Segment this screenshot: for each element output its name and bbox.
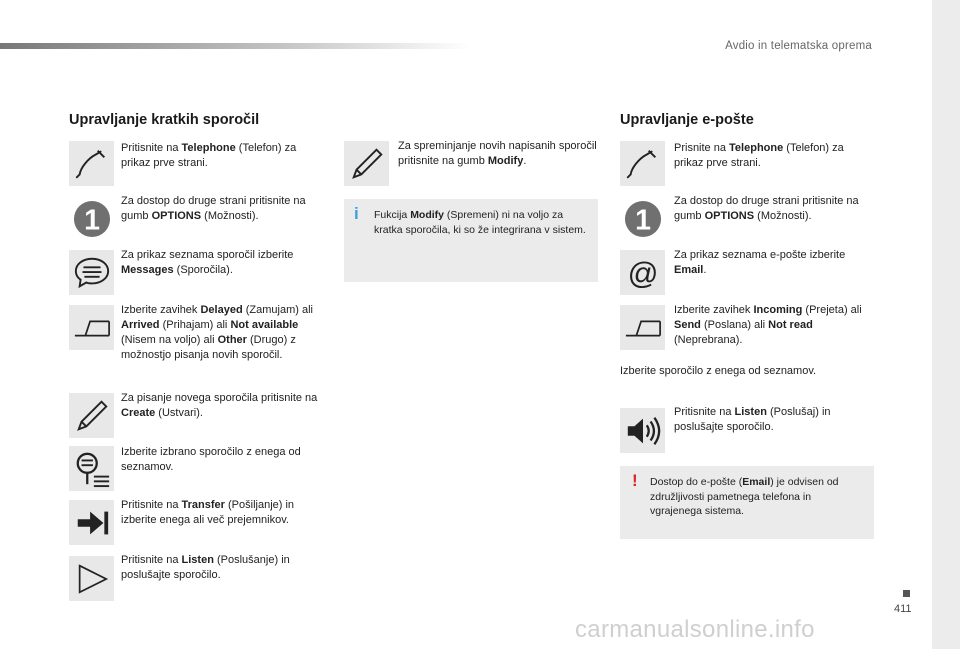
- info-note-text: Fukcija Modify (Spremeni) ni na voljo za kratka sporočila, ki so že integrirana v sistem.: [374, 209, 586, 236]
- at-sign-icon: [620, 250, 665, 295]
- watermark: carmanualsonline.info: [575, 616, 815, 643]
- email-select-text: Izberite sporočilo z enega od seznamov.: [620, 365, 817, 377]
- modify-step-text: Za spreminjanje novih napisanih sporočil pritisnite na gumb Modify.: [398, 140, 597, 167]
- pencil-icon: [69, 393, 114, 438]
- sms-step-3-text: Za prikaz seznama sporočil izberite Messages (Sporočila).: [121, 249, 294, 276]
- messages-icon: [69, 250, 114, 295]
- tab-icon: [620, 305, 665, 350]
- telephone-icon: [620, 141, 665, 186]
- tab-icon: [69, 305, 114, 350]
- sms-section-title: Upravljanje kratkih sporočil: [69, 112, 260, 128]
- play-icon: [69, 556, 114, 601]
- sms-step-7-text: Pritisnite na Transfer (Pošiljanje) in izberite enega ali več prejemnikov.: [121, 499, 295, 526]
- email-section-title: Upravljanje e-pošte: [620, 112, 754, 128]
- warning-note: [620, 466, 874, 539]
- sms-step-1-text: Pritisnite na Telephone (Telefon) za prikaz prve strani.: [121, 142, 297, 169]
- page-edge-strip: [932, 0, 960, 649]
- warning-icon: !: [632, 471, 638, 490]
- sms-step-5-text: Za pisanje novega sporočila pritisnite na Create (Ustvari).: [121, 392, 318, 419]
- svg-text:1: 1: [83, 203, 100, 236]
- sms-step-8-text: Pritisnite na Listen (Poslušanje) in poslušajte sporočilo.: [121, 554, 290, 581]
- email-step-6-text: Pritisnite na Listen (Poslušaj) in poslušajte sporočilo.: [674, 406, 831, 433]
- telephone-icon: [69, 141, 114, 186]
- email-step-3-text: Za prikaz seznama e-pošte izberite Email.: [674, 249, 846, 276]
- svg-text:@: @: [627, 255, 658, 290]
- pencil-icon: [344, 141, 389, 186]
- svg-text:1: 1: [634, 203, 651, 236]
- transfer-icon: [69, 500, 114, 545]
- info-note: [344, 199, 598, 282]
- email-step-2-text: Za dostop do druge strani pritisnite na gumb OPTIONS (Možnosti).: [674, 195, 859, 222]
- page-number: 411: [894, 603, 912, 615]
- warning-note-text: Dostop do e-pošte (Email) je odvisen od združljivosti pametnega telefona in vgrajenega sistema.: [650, 476, 839, 517]
- speaker-icon: [620, 408, 665, 453]
- sms-step-6-text: Izberite izbrano sporočilo z enega od seznamov.: [121, 446, 301, 473]
- info-icon: i: [354, 204, 359, 223]
- select-list-icon: [69, 446, 114, 491]
- sms-step-4-text: Izberite zavihek Delayed (Zamujam) ali Arrived (Prihajam) ali Not available (Nisem na voljo) ali Other (Drugo) z možnostjo pisanja novih sporočil.: [121, 304, 313, 361]
- number-1-icon: [620, 196, 665, 241]
- page-marker: [903, 590, 910, 597]
- email-step-4-text: Izberite zavihek Incoming (Prejeta) ali Send (Poslana) ali Not read (Neprebrana).: [674, 304, 862, 346]
- email-step-1-text: Prisnite na Telephone (Telefon) za prikaz prve strani.: [674, 142, 844, 169]
- number-1-icon: [69, 196, 114, 241]
- section-header: Avdio in telematska oprema: [725, 40, 872, 52]
- header-rule: [0, 43, 470, 49]
- sms-step-2-text: Za dostop do druge strani pritisnite na gumb OPTIONS (Možnosti).: [121, 195, 306, 222]
